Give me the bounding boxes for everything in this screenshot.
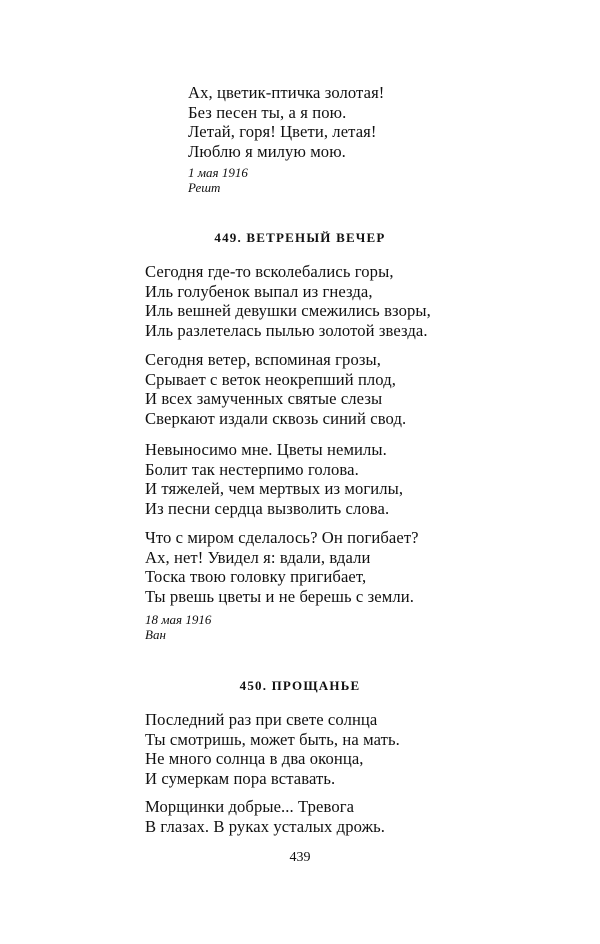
page-number: 439 — [289, 850, 311, 865]
poem-448-final-stanza — [188, 83, 384, 161]
poem-449-title: 449. ВЕТРЕНЫЙ ВЕЧЕР — [214, 230, 386, 245]
poem-date: 18 мая 1916 — [145, 612, 212, 627]
poem-line: Морщинки добрые... Тревога — [145, 797, 355, 816]
poem-449-stanza-2 — [145, 350, 406, 428]
poem-line: Ты смотришь, может быть, на мать. — [145, 729, 400, 749]
poem-place: Ван — [145, 627, 166, 642]
poem-line: Не много солнца в два оконца, — [145, 749, 364, 768]
poem-line: И всех замученных святые слезы — [145, 389, 383, 408]
poem-place: Решт — [188, 180, 221, 195]
poem-line: Что с миром сделалось? Он погибает? — [145, 528, 419, 547]
poem-line: Ты рвешь цветы и не берешь с земли. — [145, 586, 414, 606]
poem-line: Ах, нет! Увидел я: вдали, вдали — [145, 547, 371, 567]
poem-line: Из песни сердца вызволить слова. — [145, 498, 390, 518]
poem-line: Тоска твою головку пригибает, — [145, 567, 367, 586]
poem-line: Ах, цветик-птичка золотая! — [188, 83, 385, 102]
poem-line: И тяжелей, чем мертвых из могилы, — [145, 479, 404, 498]
poem-448-dateline — [188, 165, 248, 195]
poem-line: Иль голубенок выпал из гнезда, — [145, 281, 373, 301]
poem-line: Сегодня ветер, вспоминая грозы, — [145, 350, 381, 369]
poem-450-stanza-2 — [145, 797, 385, 836]
poem-449-dateline — [145, 612, 211, 642]
poem-line: Люблю я милую мою. — [188, 141, 346, 161]
poem-450-title: 450. ПРОЩАНЬЕ — [239, 678, 361, 693]
poem-line: Сверкают издали сквозь синий свод. — [145, 408, 407, 428]
poem-line: Последний раз при свете солнца — [145, 710, 378, 729]
poem-line: Болит так нестерпимо голова. — [145, 459, 359, 479]
poem-line: В глазах. В руках усталых дрожь. — [145, 816, 386, 836]
poem-line: И сумеркам пора вставать. — [145, 768, 336, 788]
poem-line: Без песен ты, а я пою. — [188, 102, 347, 122]
poem-line: Летай, горя! Цвети, летая! — [188, 122, 377, 141]
poem-line: Иль разлетелась пылью золотой звезда. — [145, 320, 428, 340]
poem-449-stanza-3 — [145, 440, 403, 518]
poem-date: 1 мая 1916 — [188, 165, 248, 180]
poem-line: Сегодня где-то всколебались горы, — [145, 262, 394, 281]
poem-449-stanza-1 — [145, 262, 431, 340]
poem-line: Срывает с веток неокрепший плод, — [145, 369, 397, 389]
poem-line: Невыносимо мне. Цветы немилы. — [145, 440, 387, 459]
poem-449-stanza-4 — [145, 528, 419, 606]
poem-line: Иль вешней девушки смежились взоры, — [145, 301, 431, 320]
poem-450-stanza-1 — [145, 710, 400, 788]
